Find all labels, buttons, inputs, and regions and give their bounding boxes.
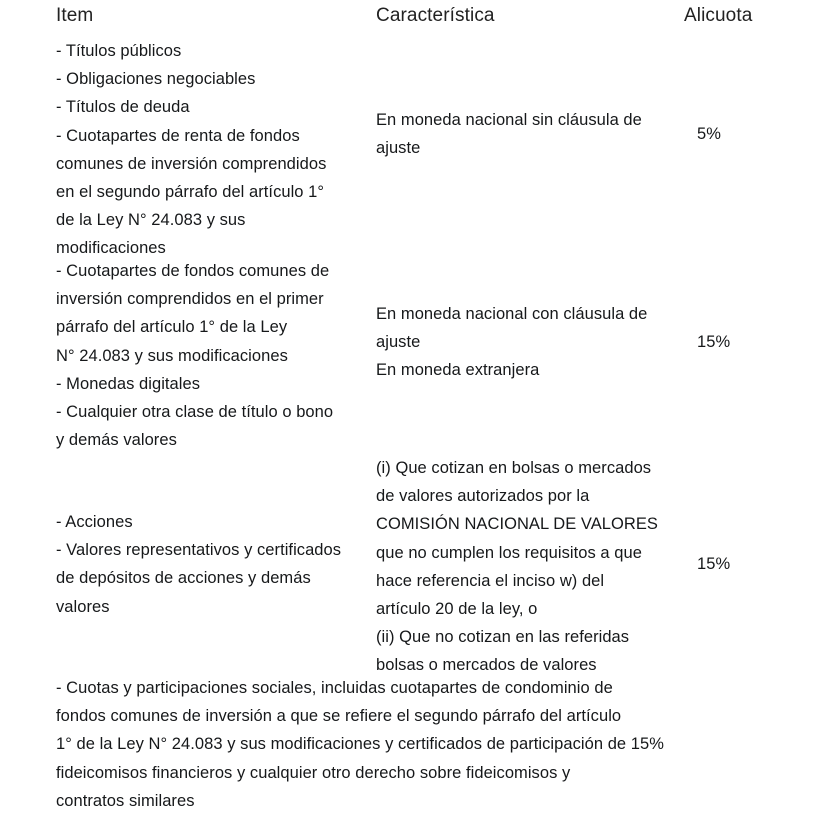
item-line: - Acciones [56,513,133,531]
caracteristica-cell [376,454,694,680]
alicuota-value: 5% [697,125,721,143]
caracteristica-cell [376,300,694,385]
item-line: 1° de la Ley N° 24.083 y sus modificaciones y certificados de participación de 15% [56,735,664,754]
caracteristica-line: En moneda nacional sin cláusula de [376,111,642,129]
item-line: - Cuotapartes de fondos comunes de [56,262,330,280]
caracteristica-line: hace referencia el inciso w) del [376,571,605,590]
item-line: - Títulos públicos [56,42,182,60]
item-line: párrafo del artículo 1° de la Ley [56,318,288,337]
alicuota-value: 15% [697,555,731,573]
item-line: - Cuotapartes de renta de fondos [56,126,300,145]
item-line: - Cualquier otra clase de título o bono [56,403,334,422]
item-line: - Cuotas y participaciones sociales, incluidas cuotapartes de condominio de [56,679,613,697]
table-row [56,508,386,621]
caracteristica-line: ajuste [376,139,421,158]
caracteristica-line: (ii) Que no cotizan en las referidas [376,628,630,647]
item-line: fondos comunes de inversión a que se refiere el segundo párrafo del artículo [56,707,622,726]
item-line: y demás valores [56,431,177,450]
table-row [56,257,386,454]
item-line: en el segundo párrafo del artículo 1° [56,183,325,202]
item-line: valores [56,597,110,616]
item-line: comunes de inversión comprendidos [56,154,327,173]
column-header-caracteristica: Característica [376,5,495,26]
item-line: N° 24.083 y sus modificaciones [56,346,288,365]
item-line: modificaciones [56,239,166,258]
caracteristica-line: En moneda extranjera [376,361,540,380]
item-line: - Monedas digitales [56,374,201,393]
caracteristica-line: ajuste [376,333,421,352]
item-line: inversión comprendidos en el primer [56,290,324,309]
caracteristica-line: de valores autorizados por la [376,487,590,506]
caracteristica-line: En moneda nacional con cláusula de [376,305,648,323]
item-line: de depósitos de acciones y demás [56,569,311,588]
item-line: de la Ley N° 24.083 y sus [56,211,246,230]
table-row [56,674,756,815]
item-line: contratos similares [56,791,195,810]
caracteristica-line: COMISIÓN NACIONAL DE VALORES [376,515,658,534]
item-line: fideicomisos financieros y cualquier otro derecho sobre fideicomisos y [56,763,571,782]
item-line: - Títulos de deuda [56,98,190,117]
item-line: - Valores representativos y certificados [56,541,342,560]
caracteristica-line: (i) Que cotizan en bolsas o mercados [376,459,652,477]
alicuota-value: 15% [697,333,731,351]
caracteristica-cell [376,106,694,162]
caracteristica-line: artículo 20 de la ley, o [376,600,538,619]
table-row [56,37,386,263]
caracteristica-line: que no cumplen los requisitos a que [376,543,642,562]
column-header-item: Item [56,5,94,26]
item-line: - Obligaciones negociables [56,70,256,89]
column-header-alicuota: Alicuota [684,5,753,26]
caracteristica-line: bolsas o mercados de valores [376,656,597,675]
